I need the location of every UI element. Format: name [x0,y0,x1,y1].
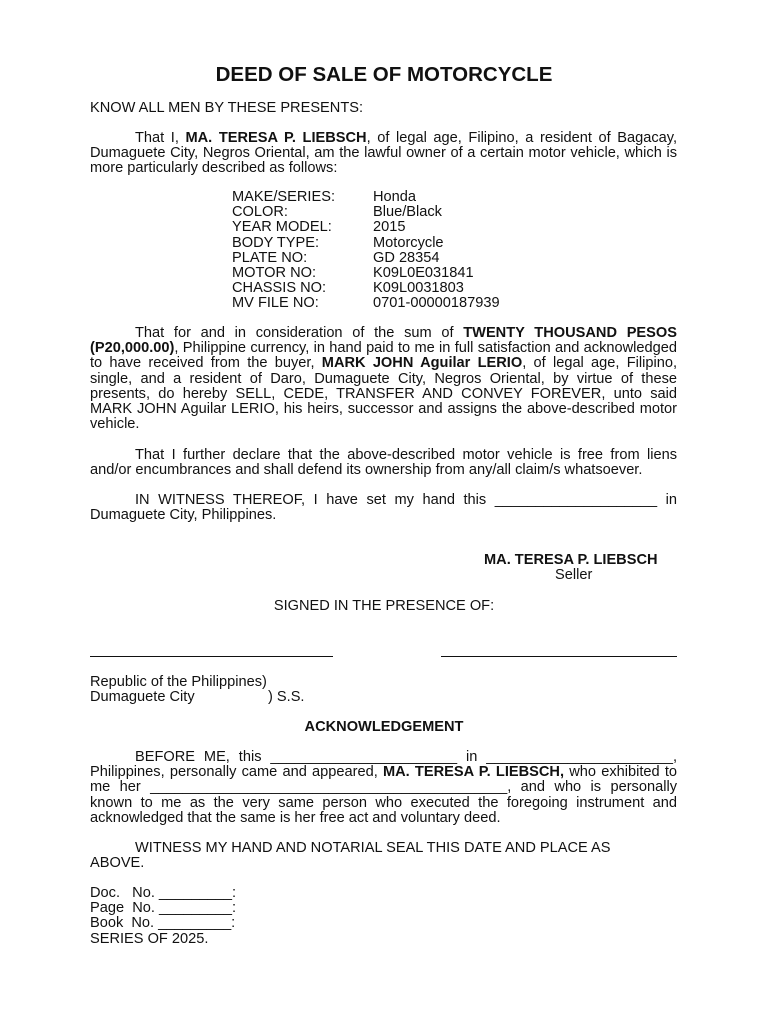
register-line: Book No. _________: [90,915,236,932]
witness-signature-line-right [441,656,677,657]
consideration-mid: , Philippine currency, in hand paid to me in full satisfaction and acknowledged to have received from the buyer, [90,340,677,372]
vehicle-row [232,251,500,266]
vehicle-label: PLATE NO: [232,249,308,266]
vehicle-label: BODY TYPE: [232,234,320,251]
ack-name: MA. TERESA P. LIEBSCH, [382,764,565,781]
vehicle-value: 2015 [373,219,406,236]
vehicle-row [232,236,500,251]
ack-post: who exhibited to me her ____________________________________________, and who is personally known to me as the very same person who executed the foregoing instrument and acknowledged that the same is her free act and voluntary deed. [90,764,677,826]
register-line: SERIES OF 2025. [90,930,209,947]
acknowledgement-heading: ACKNOWLEDGEMENT [304,719,464,735]
vehicle-value: K09L0E031841 [373,264,474,281]
venue-block [90,675,305,705]
witness-signature-line-left [90,656,333,657]
consideration-paragraph [90,326,677,432]
ownership-pre: That I, [135,130,186,146]
notarial-witness-paragraph: WITNESS MY HAND AND NOTARIAL SEAL THIS DATE AND PLACE AS ABOVE. [90,840,611,872]
vehicle-label: MAKE/SERIES: [232,189,335,205]
vehicle-label: COLOR: [232,204,288,221]
venue-line: Republic of the Philippines) [90,674,267,690]
vehicle-row [232,281,500,296]
preamble: KNOW ALL MEN BY THESE PRESENTS: [90,100,364,116]
venue-ss: ) S.S. [268,689,305,706]
seller-name-inline: MA. TERESA P. LIEBSCH [185,130,367,146]
vehicle-label: YEAR MODEL: [232,219,332,236]
vehicle-value: 0701-00000187939 [373,295,500,312]
acknowledgement-paragraph [90,750,677,826]
vehicle-value: Blue/Black [373,204,442,221]
consideration-post: , of legal age, Filipino, single, and a resident of Daro, Dumaguete City, Negros Oriental, by virtue of these presents, do hereby SELL, CEDE, TRANSFER AND CONVEY FOREVER, unto said MARK JOHN Aguilar LERIO, his heirs, successor and assigns the above-described motor vehicle. [90,355,678,433]
vehicle-label: MV FILE NO: [232,295,319,312]
seller-signature-name: MA. TERESA P. LIEBSCH [484,552,658,568]
seller-signature-role: Seller [555,567,593,583]
vehicle-row [232,190,500,205]
vehicle-row [232,296,500,311]
venue-city: Dumaguete City [90,689,195,706]
vehicle-value: GD 28354 [373,249,440,266]
vehicle-label: CHASSIS NO: [232,280,327,297]
sale-amount: TWENTY THOUSAND PESOS (P20,000.00) [90,325,677,357]
register-line: Page No. _________: [90,900,237,917]
ownership-post: , of legal age, Filipino, a resident of Bagacay, Dumaguete City, Negros Oriental, am the lawful owner of a certain motor vehicle, which is more particularly described as follows: [90,130,677,177]
vehicle-row [232,266,500,281]
vehicle-value: K09L0031803 [373,280,464,297]
vehicle-details [232,190,500,312]
ownership-paragraph [90,131,677,177]
buyer-name-inline: MARK JOHN Aguilar LERIO [321,355,523,372]
witness-thereof-paragraph: IN WITNESS THEREOF, I have set my hand this ____________________ in Dumaguete City, Philippines. [90,492,677,524]
venue-line [90,690,305,705]
vehicle-row [232,220,500,235]
vehicle-label: MOTOR NO: [232,264,317,281]
notarial-register [90,886,236,947]
register-line: Doc. No. _________: [90,885,237,901]
signed-presence-heading: SIGNED IN THE PRESENCE OF: [273,598,495,614]
consideration-pre: That for and in consideration of the sum of [135,325,464,341]
liens-paragraph: That I further declare that the above-described motor vehicle is free from liens and/or encumbrances and shall defend its ownership from any/all claim/s whatsoever. [90,447,677,479]
ack-pre: BEFORE ME, this _______________________ in _______________________, Philippines, personally came and appeared, [90,749,677,781]
vehicle-row [232,205,500,220]
document-title: DEED OF SALE OF MOTORCYCLE [215,63,553,86]
vehicle-value: Motorcycle [373,234,444,251]
vehicle-value: Honda [373,189,417,205]
